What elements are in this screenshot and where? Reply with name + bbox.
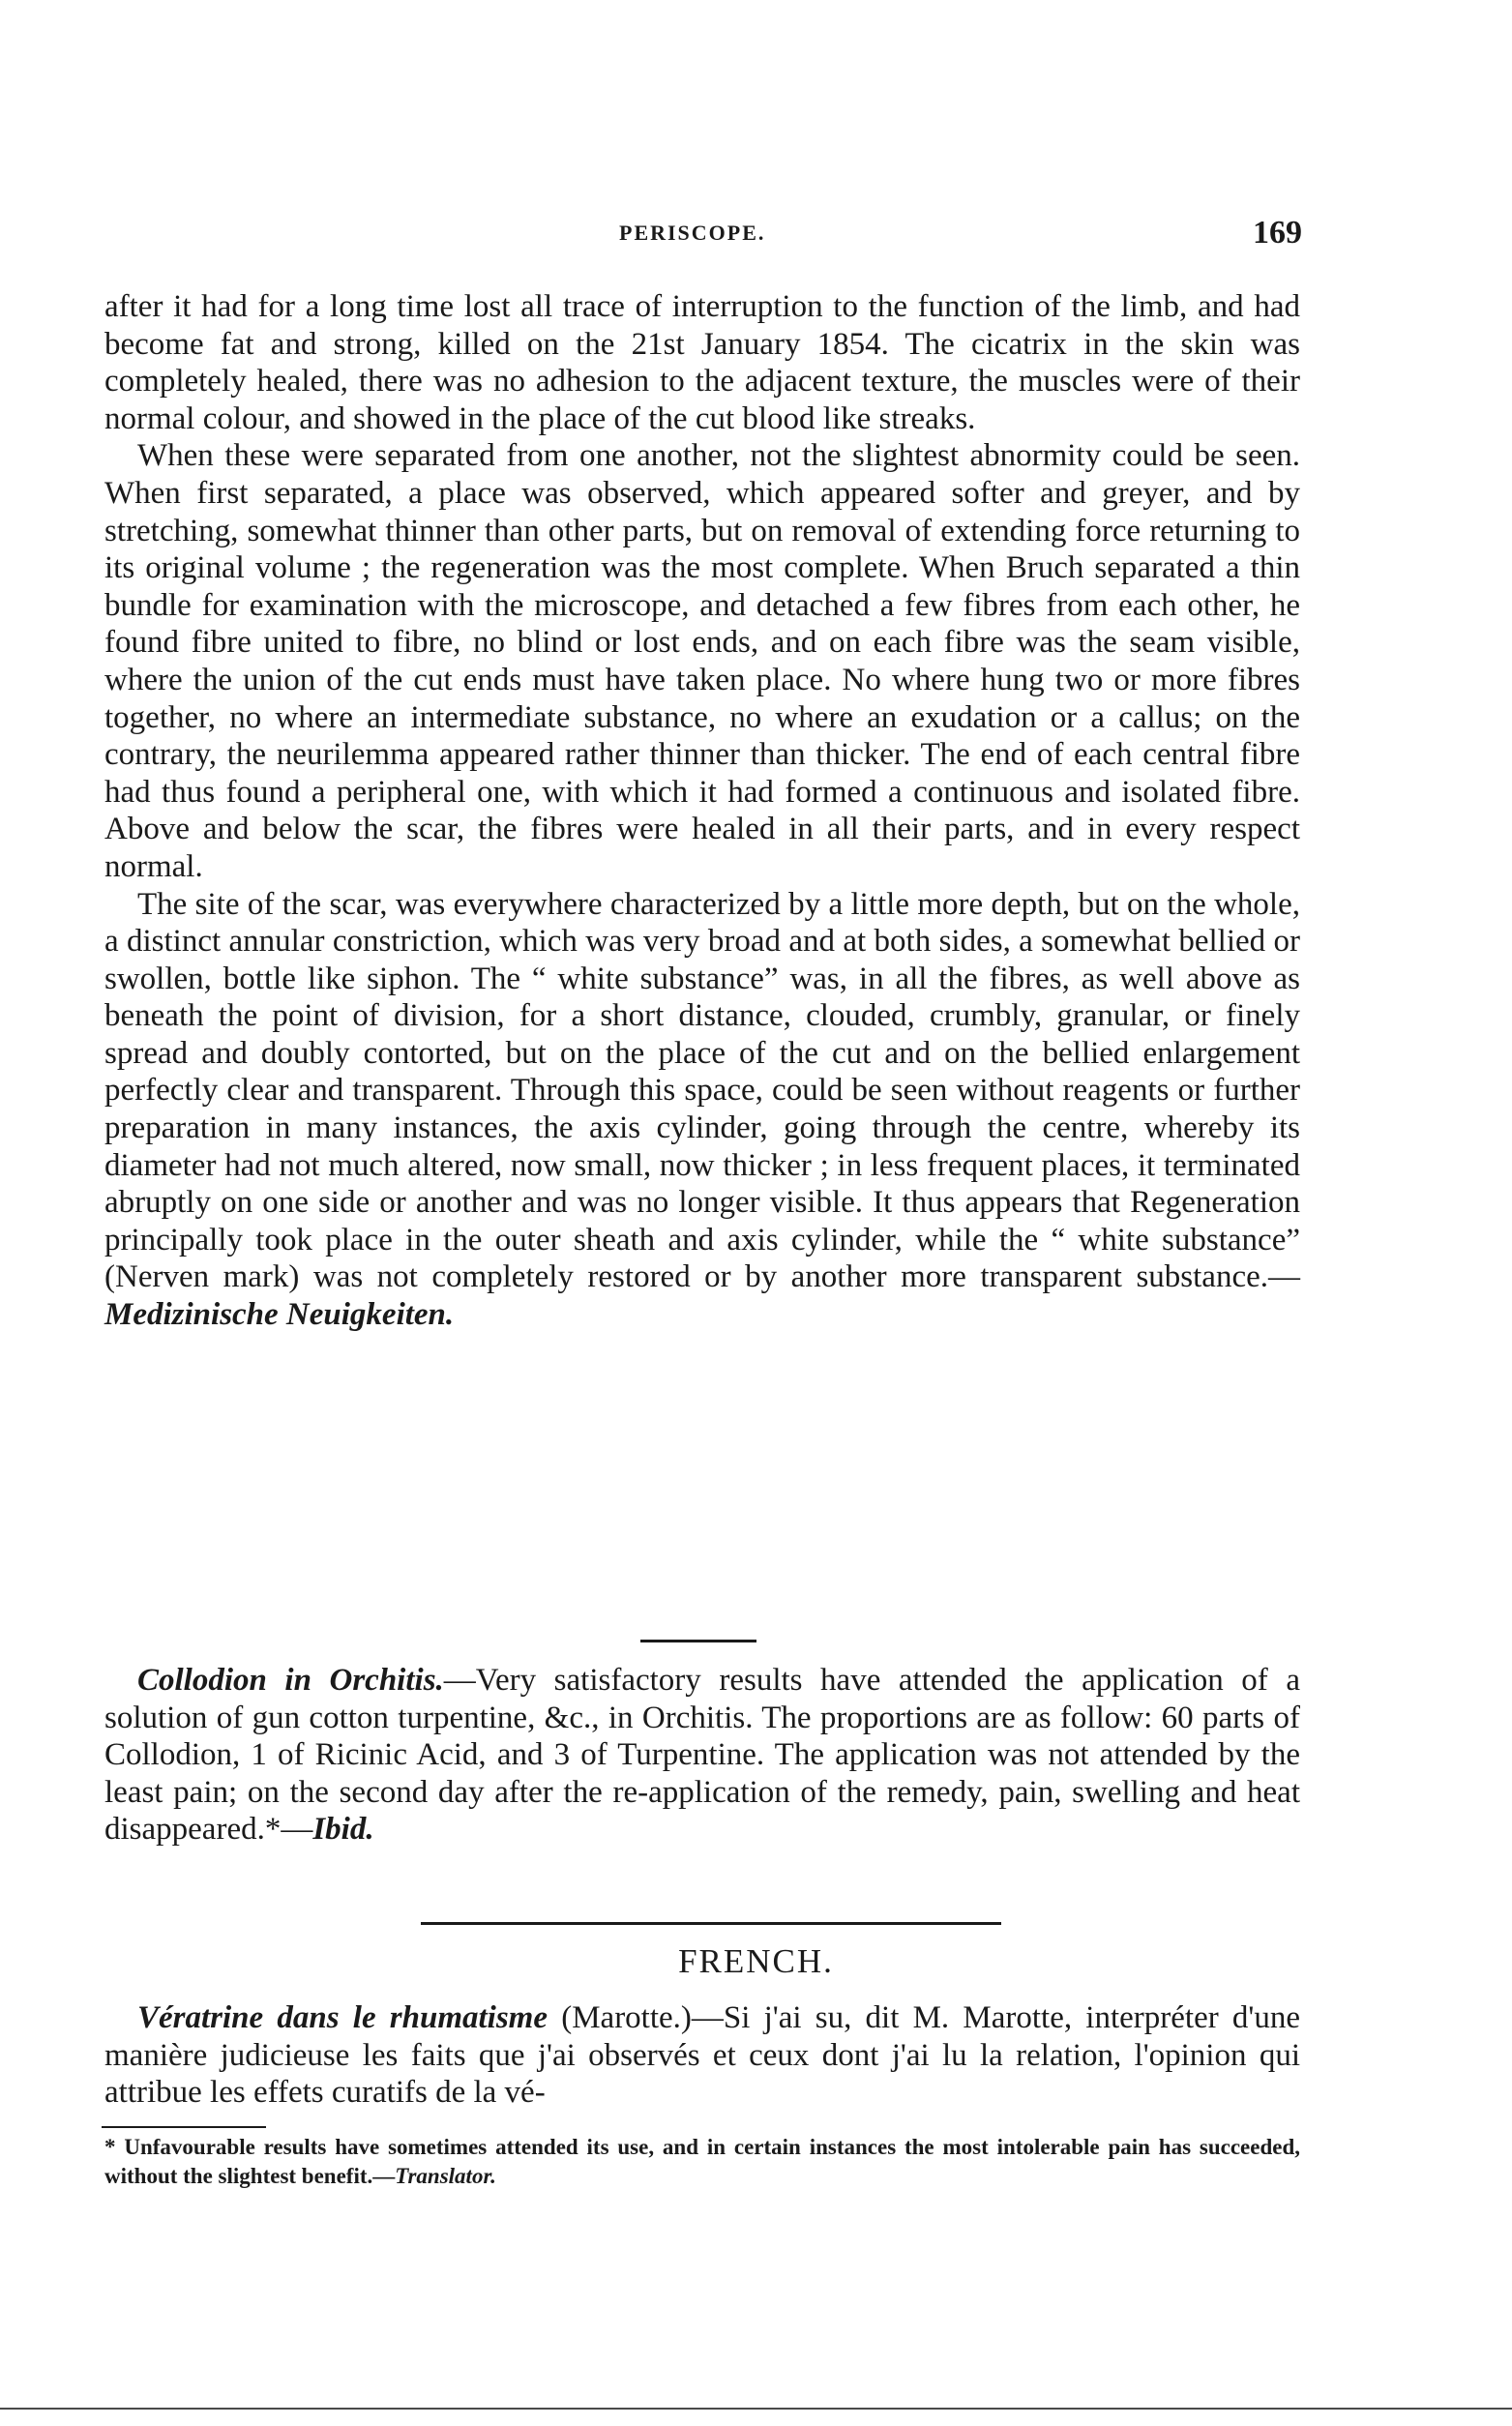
collodion-source: Ibid. (312, 1812, 374, 1848)
veratrine-title: Vératrine dans le rhumatisme (137, 2000, 548, 2035)
collodion-title: Collodion in Orchitis. (137, 1663, 444, 1698)
article-collodion (104, 1662, 1300, 1849)
footnote-source: Translator. (395, 2164, 496, 2188)
veratrine-text: (Marotte.)—Si j'ai su, dit M. Marotte, interpréter d'une manière judicieuse les faits que j'ai observés et ceux dont j'ai lu la relation, l'opinion qui attribue les effets curatifs de la vé- (104, 2000, 1301, 2111)
source-citation: Medizinische Neuigkeiten. (104, 1297, 455, 1333)
running-head: PERISCOPE. (619, 221, 766, 245)
article-nerve-regeneration (104, 288, 1300, 1334)
paragraph-3 (104, 886, 1300, 1334)
page-number: 169 (1253, 215, 1302, 251)
page-header (0, 215, 1512, 259)
footnote-text: * Unfavourable results have sometimes attended its use, and in certain instances the most intolerable pain has succeeded, without the slightest benefit.— (104, 2135, 1300, 2188)
paragraph-3-text: The site of the scar, was everywhere characterized by a little more depth, but on the whole, a distinct annular constriction, which was very broad and at both sides, a somewhat bellied or swollen, bottle like siphon. The “ white substance” was, in all the fibres, as well above as beneath the point of division, for a short distance, clouded, crumbly, granular, or finely spread and doubly contorted, but on the place of the cut and on the bellied enlargement perfectly clear and transparent. Through this space, could be seen without reagents or further preparation in many instances, the axis cylinder, going through the centre, whereby its diameter had not much altered, now small, now thicker ; in less frequent places, it terminated abruptly on one side or another and was no longer visible. It thus appears that Regeneration principally took place in the outer sheath and axis cylinder, while the “ white substance” (Nerven mark) was not completely restored or by another more transparent substance.— (104, 886, 1300, 1295)
section-divider-short (640, 1640, 756, 1642)
paragraph-1: after it had for a long time lost all trace of interruption to the function of the limb, and had become fat and strong, killed on the 21st January 1854. The cicatrix in the skin was completely healed, there was no adhesion to the adjacent texture, the muscles were of their normal colour, and showed in the place of the cut blood like streaks. (104, 289, 1300, 436)
footnote-rule (102, 2126, 266, 2128)
scan-bottom-edge (0, 2408, 1512, 2410)
article-veratrine (104, 1999, 1300, 2112)
section-heading-french: FRENCH. (678, 1942, 834, 1980)
section-divider-long (421, 1922, 1001, 1925)
paragraph-2: When these were separated from one another, not the slightest abnormity could be seen. When first separated, a place was observed, which appeared softer and greyer, and by stretching, somewhat thinner than other parts, but on removal of extending force returning to its original volume ; the regeneration was the most complete. When Bruch separated a thin bundle for examination with the microscope, and detached a few fibres from each other, he found fibre united to fibre, no blind or lost ends, and on each fibre was the seam visible, where the union of the cut ends must have taken place. No where hung two or more fibres together, no where an intermediate substance, no where an exudation or a callus; on the contrary, the neurilemma appeared rather thinner than thicker. The end of each central fibre had thus found a peripheral one, with which it had formed a continuous and isolated fibre. Above and below the scar, the fibres were healed in all their parts, and in every respect normal. (104, 438, 1300, 884)
veratrine-paragraph (104, 1999, 1300, 2112)
collodion-paragraph (104, 1662, 1300, 1849)
footnote (104, 2133, 1300, 2191)
collodion-text: —Very satisfactory results have attended the application of a solution of gun cotton turpentine, &c., in Orchitis. The proportions are as follow: 60 parts of Collodion, 1 of Ricinic Acid, and 3 of Turpentine. The application was not attended by the least pain; on the second day after the re-application of the remedy, pain, swelling and heat disappeared.*— (104, 1663, 1300, 1848)
